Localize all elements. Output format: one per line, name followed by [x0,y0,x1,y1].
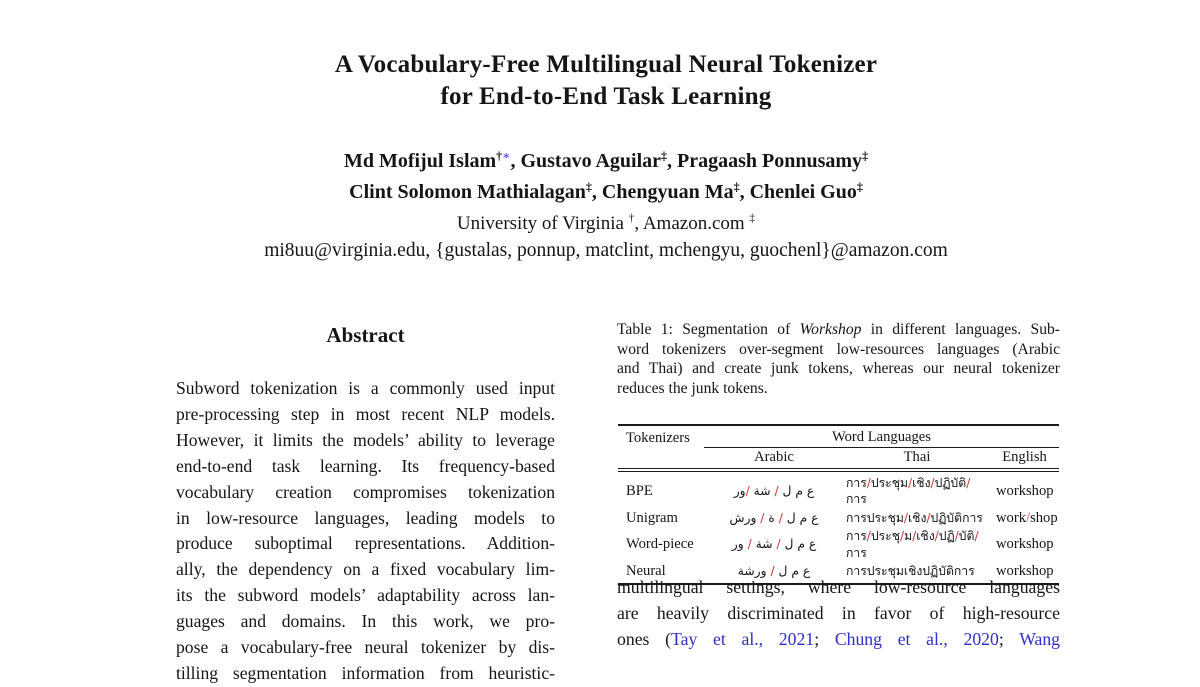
citation-link[interactable]: Wang [1019,629,1061,649]
text-segment: , Pragaash Ponnusamy [667,150,863,172]
text-segment: ‡ [862,148,869,163]
abstract-body [176,376,555,687]
text-segment: ‡ [733,179,740,194]
red-slash: / [776,537,781,552]
table-row [618,527,1059,562]
text-segment: ; [814,629,835,649]
table-row [618,472,1059,509]
text-line: However, it limits the models’ ability to leverage [176,429,555,450]
text-segment: , Gustavo Aguilar [510,150,662,172]
table-caption [617,320,1060,398]
text-segment: ‡ [856,179,863,194]
table-body [618,472,1059,583]
text-line [617,626,1060,652]
text-line [617,600,1060,626]
text-line: pre-processing step in most recent NLP models. [176,403,555,424]
red-slash: / [900,529,905,544]
text-segment: multilingual settings, where low-resource languages [617,577,1060,597]
text-segment: ‡ [749,212,756,225]
cell-english: workshop [996,563,1054,580]
citation-link[interactable]: Tay et al., 2021 [671,629,815,649]
text-line [617,379,1060,399]
authors-block [6,146,1200,208]
red-slash: / [930,476,935,490]
text-line: pose a vocabulary-free neural tokenizer by dis- [176,637,555,658]
red-slash: / [974,529,979,544]
text-line [617,340,1060,360]
red-slash: / [903,510,909,525]
cell-arabic: ع م ل / شة /ور [733,484,815,499]
red-slash: / [774,484,779,499]
text-line [617,320,1060,340]
red-slash: / [778,510,783,525]
text-segment: in different languages. Sub- [861,321,1060,338]
red-slash: / [934,529,939,544]
text-segment: Md Mofijul Islam [343,150,497,172]
cell-arabic: ع م ل / ورشة [737,564,811,579]
text-segment: Clint Solomon Mathialagan [349,181,586,203]
column-header-thai: Thai [903,449,931,465]
red-slash: / [908,476,913,490]
segmentation-table [618,424,1059,585]
abstract-section [176,322,555,687]
footnote-asterisk[interactable]: ∗ [502,148,511,163]
text-segment: word tokenizers over-segment low-resources languages (Arabic [617,340,1060,358]
authors-line-1 [6,146,1200,177]
text-segment: and Thai) and create junk tokens, whereas our neural tokenizer [617,360,1060,378]
email-line: mi8uu@virginia.edu, {gustalas, ponnup, matclint, mchengyu, guochenl}@amazon.com [264,240,948,261]
text-segment: are heavily discriminated in favor of high-resource [617,603,1060,623]
text-segment: Workshop [799,321,862,338]
body-paragraph [617,574,1060,652]
red-slash: / [954,529,959,544]
cell-english: workshop [996,483,1054,500]
text-line: in low-resource languages, leading models to [176,507,555,528]
red-slash: / [912,529,917,544]
red-slash: / [926,510,931,525]
text-line [617,359,1060,379]
cell-tokenizer: BPE [626,483,653,500]
cell-tokenizer: Unigram [626,509,678,526]
text-segment: ones ( [617,629,672,649]
column-header-arabic: Arabic [754,449,794,465]
column-header-tokenizers: Tokenizers [626,430,690,446]
cell-english: work/shop [996,509,1058,526]
text-line: its the subword models’ adaptability across lan- [176,585,555,606]
cell-tokenizer: Word-piece [626,536,694,553]
cell-thai: การประชุม/เชิง/ปฏิบัติการ [846,510,983,525]
abstract-heading: Abstract [326,323,405,347]
text-line: guages and domains. In this work, we pro- [176,611,555,632]
page-title-line-1: A Vocabulary-Free Multilingual Neural Tokenizer [334,51,878,78]
text-segment: University of Virginia [456,213,629,234]
cell-arabic: ع م ل / شة / ور [731,537,817,552]
cell-thai: การประชุมเชิงปฏิบัติการ [846,564,975,579]
red-slash: / [770,564,775,579]
cell-thai: การ/ประชุม/เชิง/ปฏิบัติ/การ [846,476,971,507]
citation-link[interactable]: Chung et al., 2020 [834,629,999,649]
red-slash: / [866,529,871,544]
text-line: Subword tokenization is a commonly used input [176,378,555,398]
cell-english: workshop [996,536,1054,553]
column-header-english: English [1002,449,1047,465]
cell-arabic: ع م ل / ة / ورش [729,510,819,525]
text-segment: reduces the junk tokens. [617,379,768,397]
red-slash: / [745,484,750,499]
text-segment: , Chengyuan Ma [591,181,734,203]
authors-line-2 [6,177,1200,208]
text-line: end-to-end task learning. Its frequency-based [176,455,555,476]
table-header-row-1 [618,426,1059,448]
text-line [617,574,1060,600]
table-1 [618,424,1059,585]
text-segment: Table 1: Segmentation of [617,321,800,338]
text-segment: , Amazon.com [634,213,750,234]
text-segment: , Chenlei Guo [739,181,857,203]
masthead [6,49,1200,263]
red-slash: / [866,476,871,490]
column-group-header-word-languages: Word Languages [704,426,1059,448]
red-slash: / [1026,509,1031,526]
cell-tokenizer: Neural [626,563,666,580]
red-slash: / [966,476,971,490]
table-row [618,509,1059,527]
affiliation-line [6,212,1200,236]
text-segment: ‡ [661,148,668,163]
page-title-line-2: for End-to-End Task Learning [440,83,772,110]
text-segment: ; [998,629,1020,649]
text-line: produce suboptimal representations. Addition- [176,533,555,554]
text-segment: ‡ [585,179,592,194]
text-line: tilling segmentation information from heuristic- [176,662,555,683]
text-segment: † [496,148,503,163]
text-line: vocabulary creation compromises tokenization [176,481,555,502]
text-line: ally, the dependency on a fixed vocabulary lim- [176,559,555,580]
red-slash: / [747,537,752,552]
red-slash: / [760,510,765,525]
cell-thai: การ/ประชุ/ม/เชิง/ปฏิ/บัติ/การ [846,529,979,560]
text-segment: † [628,212,635,225]
